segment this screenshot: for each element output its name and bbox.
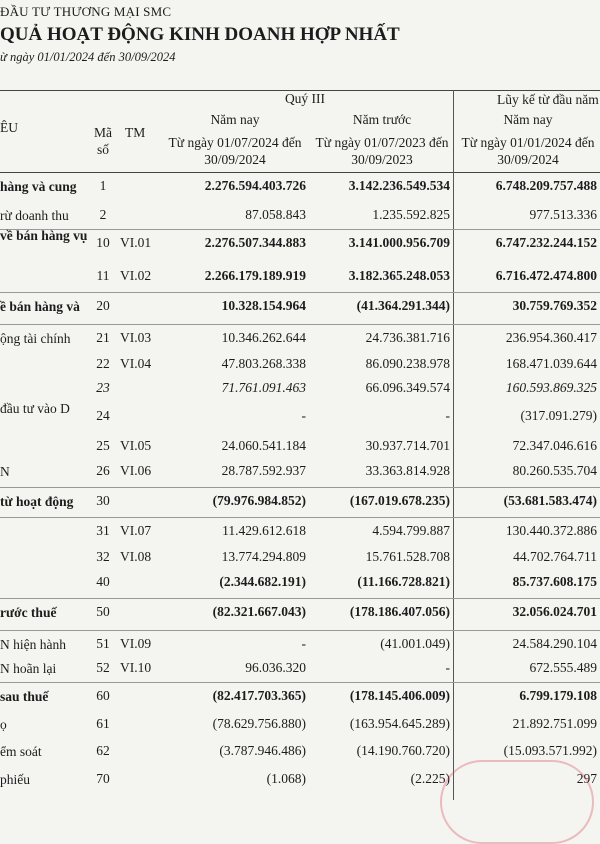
row-value-ytd: 21.892.751.099: [512, 716, 597, 731]
last-year-range: Từ ngày 01/07/2023 đến 30/09/2023: [315, 135, 449, 167]
row-value-last-year: 86.090.238.978: [365, 356, 450, 371]
row-value-this-year: 13.774.294.809: [221, 549, 306, 564]
row-value-ytd: 30.759.769.352: [512, 298, 597, 313]
row-code: 60: [96, 688, 110, 703]
row-code: 21: [96, 330, 110, 345]
row-label: ộng tài chính: [0, 331, 71, 346]
row-note: VI.04: [120, 356, 152, 371]
row-code: 25: [96, 438, 110, 453]
row-note: VI.10: [120, 660, 152, 675]
note-column-header: TM: [125, 125, 146, 140]
row-value-last-year: -: [445, 660, 450, 675]
row-note: VI.03: [120, 330, 152, 345]
row-value-this-year: (3.787.946.486): [219, 743, 306, 758]
row-label: rừ doanh thu: [0, 208, 69, 223]
row-value-last-year: 4.594.799.887: [372, 523, 450, 538]
row-value-this-year: -: [301, 408, 306, 423]
row-value-this-year: (78.629.756.880): [212, 716, 306, 731]
row-value-this-year: 96.036.320: [245, 660, 306, 675]
row-value-last-year: -: [445, 408, 450, 423]
company-name: ĐẦU TƯ THƯƠNG MẠI SMC: [0, 4, 172, 19]
last-year-header: Năm trước: [352, 112, 412, 127]
this-year-range: Từ ngày 01/07/2024 đến 30/09/2024: [168, 135, 302, 167]
row-value-ytd: 85.737.608.175: [512, 574, 597, 589]
row-label: về bán hàng vụ: [0, 228, 88, 243]
row-value-this-year: 47.803.268.338: [221, 356, 306, 371]
row-note: VI.06: [120, 463, 152, 478]
row-value-ytd: (53.681.583.474): [503, 493, 597, 508]
row-value-this-year: (82.417.703.365): [212, 688, 306, 703]
row-value-ytd: 236.954.360.417: [505, 330, 597, 345]
row-divider: [0, 682, 600, 683]
row-value-last-year: (41.364.291.344): [356, 298, 450, 313]
row-value-last-year: 30.937.714.701: [365, 438, 450, 453]
row-code: 10: [96, 235, 110, 250]
row-code: 51: [96, 636, 110, 651]
row-value-ytd: 977.513.336: [529, 207, 597, 222]
row-code: 70: [96, 771, 110, 786]
row-value-last-year: (11.166.728.821): [357, 574, 450, 589]
row-label: hàng và cung: [0, 179, 77, 194]
row-note: VI.02: [120, 268, 152, 283]
row-value-ytd: (317.091.279): [520, 408, 597, 423]
row-value-this-year: 2.276.507.344.883: [204, 235, 306, 250]
row-label: phiếu: [0, 772, 30, 787]
quarter-header: Quý III: [284, 91, 326, 106]
row-code: 61: [96, 716, 110, 731]
ytd-column-divider: [453, 90, 454, 800]
row-value-last-year: 1.235.592.825: [372, 207, 450, 222]
report-title: QUẢ HOẠT ĐỘNG KINH DOANH HỢP NHẤT: [0, 24, 400, 45]
row-value-this-year: -: [301, 636, 306, 651]
row-value-this-year: 10.328.154.964: [221, 298, 306, 313]
row-value-ytd: 130.440.372.886: [505, 523, 597, 538]
row-code: 52: [96, 660, 110, 675]
row-code: 24: [96, 408, 110, 423]
row-value-this-year: (79.976.984.852): [212, 493, 306, 508]
row-code: 26: [96, 463, 110, 478]
row-value-ytd: 80.260.535.704: [512, 463, 597, 478]
row-label: ểm soát: [0, 744, 42, 759]
row-code: 11: [96, 268, 110, 283]
report-period: ừ ngày 01/01/2024 đến 30/09/2024: [0, 50, 176, 64]
this-year-header: Năm nay: [210, 112, 260, 127]
row-code: 23: [96, 380, 110, 395]
row-value-this-year: 2.276.594.403.726: [204, 178, 306, 193]
row-code: 30: [96, 493, 110, 508]
row-label: đầu tư vào D: [0, 401, 70, 416]
row-value-this-year: 71.761.091.463: [221, 380, 306, 395]
row-label: rước thuế: [0, 605, 57, 620]
row-value-ytd: 6.748.209.757.488: [495, 178, 597, 193]
row-value-last-year: (2.225): [410, 771, 450, 786]
row-code: 62: [96, 743, 110, 758]
row-value-last-year: 66.096.349.574: [365, 380, 450, 395]
row-value-this-year: 2.266.179.189.919: [204, 268, 306, 283]
red-seal-stamp: [440, 760, 594, 844]
row-value-this-year: 11.429.612.618: [222, 523, 306, 538]
row-value-this-year: 24.060.541.184: [221, 438, 306, 453]
code-column-header: Mã số: [94, 125, 112, 157]
row-note: VI.01: [120, 235, 152, 250]
row-label: N hoãn lại: [0, 661, 57, 676]
row-value-last-year: 15.761.528.708: [365, 549, 450, 564]
row-note: VI.05: [120, 438, 152, 453]
row-value-ytd: 160.593.869.325: [505, 380, 597, 395]
row-value-this-year: (82.321.667.043): [212, 604, 306, 619]
row-divider: [0, 517, 600, 518]
row-value-ytd: 44.702.764.711: [513, 549, 597, 564]
row-value-last-year: (41.001.049): [380, 636, 450, 651]
row-note: VI.09: [120, 636, 152, 651]
row-value-ytd: (15.093.571.992): [503, 743, 597, 758]
row-divider: [0, 324, 600, 325]
row-value-ytd: 297: [576, 771, 597, 786]
table-header-rule: [0, 172, 600, 173]
row-code: 40: [96, 574, 110, 589]
row-divider: [0, 630, 600, 631]
row-value-this-year: 87.058.843: [245, 207, 306, 222]
row-divider: [0, 598, 600, 599]
row-value-last-year: (178.186.407.056): [349, 604, 450, 619]
row-value-last-year: (167.019.678.235): [349, 493, 450, 508]
row-label: ề bán hàng và: [0, 299, 80, 314]
row-value-this-year: 28.787.592.937: [221, 463, 306, 478]
row-value-last-year: (178.145.406.009): [349, 688, 450, 703]
ytd-year-header: Năm nay: [503, 112, 553, 127]
row-code: 20: [96, 298, 110, 313]
row-label: ọ: [0, 717, 7, 732]
row-value-last-year: 33.363.814.928: [365, 463, 450, 478]
row-value-last-year: (163.954.645.289): [349, 716, 450, 731]
row-value-ytd: 32.056.024.701: [512, 604, 597, 619]
row-note: VI.08: [120, 549, 152, 564]
row-value-ytd: 24.584.290.104: [512, 636, 597, 651]
row-code: 50: [96, 604, 110, 619]
row-code: 32: [96, 549, 110, 564]
row-label: sau thuế: [0, 689, 49, 704]
ytd-range: Từ ngày 01/01/2024 đến 30/09/2024: [461, 135, 595, 167]
row-value-ytd: 168.471.039.644: [505, 356, 597, 371]
row-label: N: [0, 464, 10, 479]
row-label: từ hoạt động: [0, 494, 74, 509]
row-value-this-year: (2.344.682.191): [219, 574, 306, 589]
row-divider: [0, 229, 600, 230]
row-value-ytd: 6.747.232.244.152: [495, 235, 597, 250]
item-column-header: ÊU: [0, 120, 18, 135]
row-divider: [0, 487, 600, 488]
row-label: N hiện hành: [0, 637, 66, 652]
row-code: 22: [96, 356, 110, 371]
row-value-ytd: 72.347.046.616: [512, 438, 597, 453]
row-value-last-year: (14.190.760.720): [356, 743, 450, 758]
row-value-last-year: 3.182.365.248.053: [348, 268, 450, 283]
row-divider: [0, 292, 600, 293]
row-value-last-year: 24.736.381.716: [365, 330, 450, 345]
row-code: 1: [99, 178, 107, 193]
row-code: 31: [96, 523, 110, 538]
row-note: VI.07: [120, 523, 152, 538]
ytd-header: Lũy kế từ đầu năm: [497, 92, 599, 107]
row-value-last-year: 3.142.236.549.534: [348, 178, 450, 193]
row-value-ytd: 6.716.472.474.800: [495, 268, 597, 283]
row-code: 2: [99, 207, 107, 222]
row-value-ytd: 6.799.179.108: [519, 688, 597, 703]
row-value-ytd: 672.555.489: [529, 660, 597, 675]
row-value-this-year: (1.068): [266, 771, 306, 786]
row-value-last-year: 3.141.000.956.709: [348, 235, 450, 250]
row-value-this-year: 10.346.262.644: [221, 330, 306, 345]
